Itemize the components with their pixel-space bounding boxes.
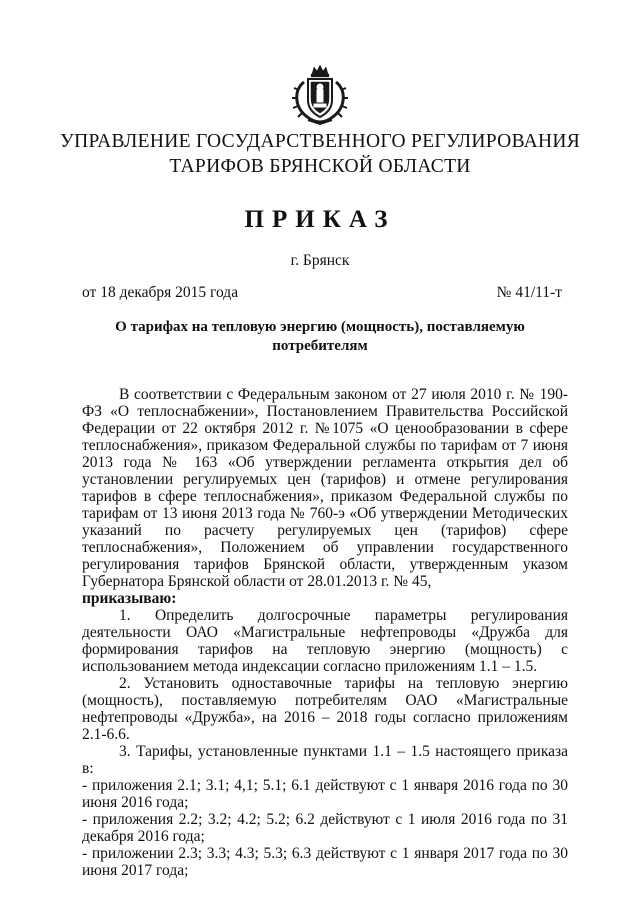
issuing-authority-line1: УПРАВЛЕНИЕ ГОСУДАРСТВЕННОГО РЕГУЛИРОВАНИЯ <box>60 131 581 152</box>
item-1: 1. Определить долгосрочные параметры регулирования деятельности ОАО «Магистральные нефтепроводы «Дружба для формирования тарифов на тепловую энергию (мощность) с использованием метода индексации согласно приложениям 1.1 – 1.5. <box>82 607 568 675</box>
order-subject: О тарифах на тепловую энергию (мощность), поставляемую потребителям <box>115 319 525 354</box>
coat-of-arms-icon <box>290 64 350 126</box>
issuing-authority-line2: ТАРИФОВ БРЯНСКОЙ ОБЛАСТИ <box>169 156 471 177</box>
order-number: № 41/11-т <box>496 284 562 301</box>
order-body <box>82 386 568 879</box>
order-date: от 18 декабря 2015 года <box>82 284 239 301</box>
order-word: приказываю: <box>82 590 177 607</box>
item-2: 2. Установить одноставочные тарифы на тепловую энергию (мощность), поставляемую потребителям ОАО «Магистральные нефтепроводы «Дружба», на 2016 – 2018 годы согласно приложениям 2.1-6.6. <box>82 675 568 743</box>
preamble-paragraph: В соответствии с Федеральным законом от 27 июля 2010 г. № 190-ФЗ «О теплоснабжении», Постановлением Правительства Российской Федерации от 22 октября 2012 г. №1075 «О ценообразовании в сфере теплоснабжения», приказом Федеральной службы по тарифам от 7 июня 2013 года № 163 «Об утверждении регламента открытия дел об установлении регулируемых цен (тарифов) и отмене регулирования тарифов в сфере теплоснабжения», приказом Федеральной службы по тарифам от 13 июня 2013 года № 760-э «Об утверждении Методических указаний по расчету регулируемых цен (тарифов) сфере теплоснабжения», Положением об управлении государственного регулирования тарифов Брянской области, утвержденным указом Губернатора Брянской области от 28.01.2013 г. № 45, <box>82 386 568 590</box>
city: г. Брянск <box>290 252 350 269</box>
sub-item-3: - приложении 2.3; 3.3; 4.3; 5.3; 6.3 действуют с 1 января 2017 года по 30 июня 2017 года; <box>82 845 568 879</box>
sub-item-2: - приложения 2.2; 3.2; 4.2; 5.2; 6.2 действуют с 1 июля 2016 года по 31 декабря 2016 года; <box>82 811 568 845</box>
item-3: 3. Тарифы, установленные пунктами 1.1 – 1.5 настоящего приказа в: <box>82 743 568 777</box>
date-number-line <box>82 284 562 302</box>
sub-item-1: - приложения 2.1; 3.1; 4,1; 5.1; 6.1 действуют с 1 января 2016 года по 30 июня 2016 года; <box>82 777 568 811</box>
document-title: ПРИКАЗ <box>244 206 396 233</box>
